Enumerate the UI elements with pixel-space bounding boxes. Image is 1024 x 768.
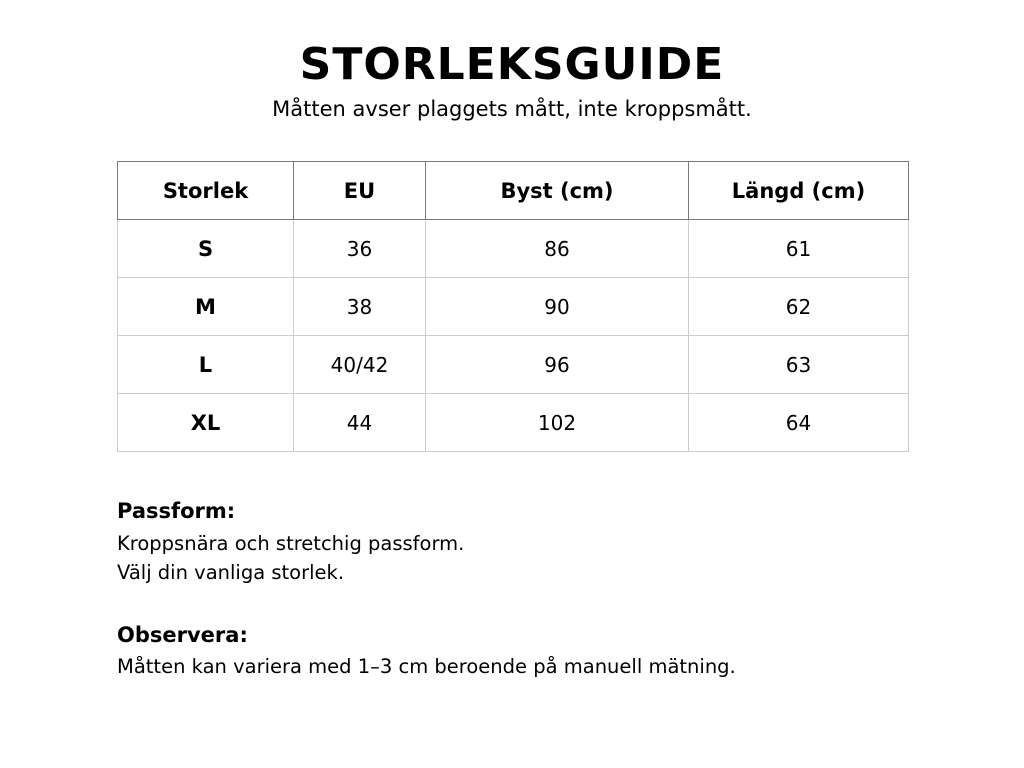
page-subtitle: Måtten avser plaggets mått, inte kroppsmått. <box>272 97 752 121</box>
length-cell: 62 <box>689 278 909 336</box>
bust-cell: 96 <box>426 336 689 394</box>
size-cell: M <box>118 278 294 336</box>
eu-cell: 40/42 <box>294 336 426 394</box>
bust-cell: 90 <box>426 278 689 336</box>
size-cell: XL <box>118 394 294 452</box>
header-size: Storlek <box>118 162 294 220</box>
table-header-row <box>118 162 909 220</box>
passform-line-2: Välj din vanliga storlek. <box>117 561 345 584</box>
bust-cell: 102 <box>426 394 689 452</box>
table-row <box>118 336 909 394</box>
header-eu: EU <box>294 162 426 220</box>
passform-section <box>117 496 917 587</box>
size-cell: L <box>118 336 294 394</box>
bust-cell: 86 <box>426 220 689 278</box>
passform-heading: Passform: <box>117 499 236 523</box>
length-cell: 63 <box>689 336 909 394</box>
length-cell: 64 <box>689 394 909 452</box>
size-cell: S <box>118 220 294 278</box>
page-title: STORLEKSGUIDE <box>299 39 725 90</box>
eu-cell: 36 <box>294 220 426 278</box>
observera-section <box>117 620 917 681</box>
observera-heading: Observera: <box>117 623 248 647</box>
header-bust: Byst (cm) <box>426 162 689 220</box>
eu-cell: 44 <box>294 394 426 452</box>
header-length: Längd (cm) <box>689 162 909 220</box>
eu-cell: 38 <box>294 278 426 336</box>
size-table <box>117 161 909 452</box>
passform-line-1: Kroppsnära och stretchig passform. <box>117 532 465 555</box>
table-row <box>118 394 909 452</box>
observera-line-1: Måtten kan variera med 1–3 cm beroende på manuell mätning. <box>117 655 736 678</box>
table-row <box>118 278 909 336</box>
length-cell: 61 <box>689 220 909 278</box>
table-row <box>118 220 909 278</box>
